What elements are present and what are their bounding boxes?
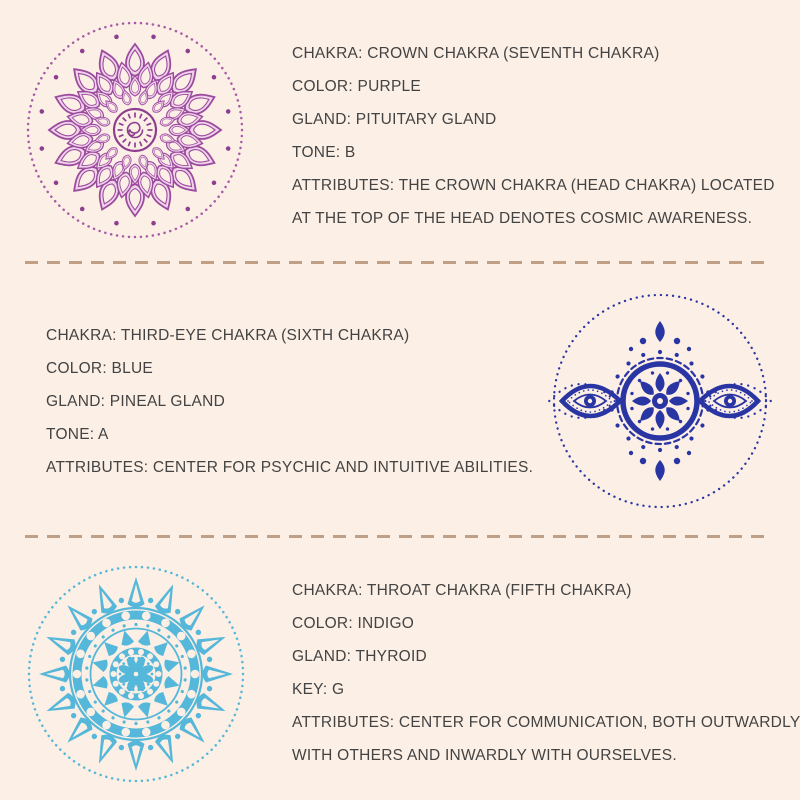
dashed-divider (25, 535, 772, 538)
dashed-divider (25, 261, 772, 264)
crown-chakra-illustration (15, 10, 255, 255)
chakra-name-line: CHAKRA: THIRD-EYE CHAKRA (SIXTH CHAKRA) (46, 327, 410, 344)
color-line: COLOR: PURPLE (292, 78, 422, 95)
third-eye-chakra-illustration (535, 291, 785, 516)
tone-line: TONE: B (292, 144, 356, 161)
tone-line: TONE: A (46, 426, 109, 443)
gland-line: GLAND: PINEAL GLAND (46, 393, 226, 410)
purple-lotus-mandala-icon (15, 10, 255, 250)
crown-chakra-info (292, 37, 775, 235)
attributes-line: ATTRIBUTES: THE CROWN CHAKRA (HEAD CHAKRA) LOCATED (292, 177, 775, 194)
gland-line: GLAND: THYROID (292, 648, 427, 665)
attributes-line-continued: WITH OTHERS AND INWARDLY WITH OURSELVES. (292, 747, 677, 764)
attributes-line: ATTRIBUTES: CENTER FOR PSYCHIC AND INTUITIVE ABILITIES. (46, 459, 534, 476)
blue-third-eye-ornament-icon (535, 291, 785, 511)
light-blue-sun-mandala-icon (16, 554, 256, 794)
throat-chakra-info (292, 574, 800, 772)
throat-chakra-illustration (16, 554, 256, 799)
chakra-name-line: CHAKRA: CROWN CHAKRA (SEVENTH CHAKRA) (292, 45, 660, 62)
key-line: KEY: G (292, 681, 345, 698)
color-line: COLOR: BLUE (46, 360, 153, 377)
chakra-name-line: CHAKRA: THROAT CHAKRA (FIFTH CHAKRA) (292, 582, 632, 599)
color-line: COLOR: INDIGO (292, 615, 415, 632)
attributes-line: ATTRIBUTES: CENTER FOR COMMUNICATION, BOTH OUTWARDLY (292, 714, 800, 731)
attributes-line-continued: AT THE TOP OF THE HEAD DENOTES COSMIC AWARENESS. (292, 210, 753, 227)
gland-line: GLAND: PITUITARY GLAND (292, 111, 497, 128)
third-eye-chakra-info (46, 319, 533, 484)
